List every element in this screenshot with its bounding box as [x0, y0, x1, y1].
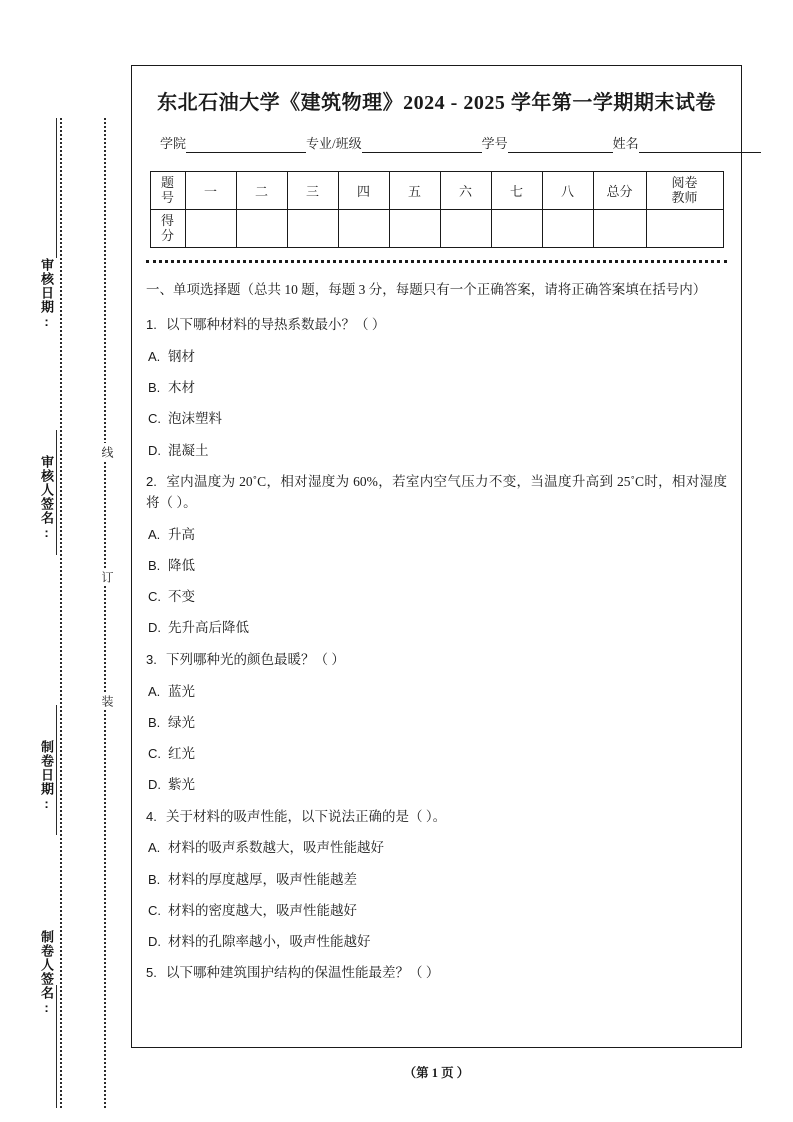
student-id-label: 学号: [481, 136, 508, 151]
question-1-option-c-text: 泡沫塑料: [168, 411, 222, 427]
question-4: [146, 807, 727, 828]
seal-dotted-line-inner: [104, 118, 106, 1108]
question-3-option-b-text: 绿光: [168, 714, 195, 730]
question-no-char-2: 号: [160, 189, 174, 205]
score-cell-3[interactable]: [287, 210, 338, 248]
column-header-7: 七: [491, 172, 542, 210]
section-heading-1: 一、单项选择题（总共 10 题，每题 3 分，每题只有一个正确答案，请将正确答案填在括号内）: [146, 282, 707, 297]
grader-header-line-1: 阅卷: [671, 174, 698, 190]
question-3-text: 下列哪种光的颜色最暖？（ ）: [166, 651, 345, 667]
question-3-option-c-text: 红光: [168, 746, 195, 762]
score-table: [150, 171, 724, 248]
question-4-option-c-letter: C.: [148, 902, 161, 918]
exam-paper-content-box: [131, 65, 742, 1048]
score-cell-7[interactable]: [491, 210, 542, 248]
question-1-option-c-letter: C.: [148, 411, 161, 427]
seal-rule-4: [56, 985, 57, 1108]
seal-char-assemble: 装: [96, 692, 116, 710]
question-3-option-a-text: 蓝光: [168, 683, 195, 699]
question-2-option-c[interactable]: [146, 587, 727, 607]
make-date-label: 制卷日期:: [39, 740, 54, 812]
question-no-row-label: [150, 172, 185, 210]
question-1: [146, 315, 727, 336]
question-1-number: 1.: [146, 316, 157, 332]
question-3-number: 3.: [146, 651, 157, 667]
maker-signature-label: 制卷人签名:: [39, 930, 54, 1016]
seal-char-bind: 订: [96, 568, 116, 586]
question-4-text: 关于材料的吸声性能，以下说法正确的是（ ）。: [166, 808, 447, 824]
question-3-option-d[interactable]: [146, 775, 727, 795]
question-2-option-a-letter: A.: [148, 526, 161, 542]
question-5: [146, 963, 727, 984]
question-2-option-a[interactable]: [146, 525, 727, 545]
question-1-option-d-letter: D.: [148, 442, 161, 458]
seal-binding-margin: [0, 0, 131, 1122]
page-footer: （第 1 页 ）: [403, 1066, 470, 1080]
score-row-label: [150, 210, 185, 248]
score-cell-1[interactable]: [185, 210, 236, 248]
college-field[interactable]: [160, 133, 306, 153]
grader-header: [646, 172, 723, 210]
page-title: 东北石油大学《建筑物理》2024 - 2025 学年第一学期期末试卷: [157, 92, 716, 114]
question-2-number: 2.: [146, 473, 157, 489]
question-4-option-d[interactable]: [146, 932, 727, 952]
question-1-option-a-text: 钢材: [168, 348, 195, 364]
score-cell-5[interactable]: [389, 210, 440, 248]
question-1-option-d-text: 混凝土: [168, 442, 209, 458]
questions-body: [146, 279, 727, 984]
question-1-option-b-letter: B.: [148, 380, 161, 396]
score-cell-8[interactable]: [542, 210, 593, 248]
question-4-option-a-letter: A.: [148, 840, 161, 856]
student-info-line: [160, 133, 723, 153]
question-2-option-d-text: 先升高后降低: [168, 620, 249, 636]
question-3-option-d-text: 紫光: [168, 777, 195, 793]
question-1-option-a[interactable]: [146, 347, 727, 367]
total-score-cell[interactable]: [593, 210, 646, 248]
grader-header-line-2: 教师: [671, 189, 698, 205]
question-3-option-a[interactable]: [146, 682, 727, 702]
review-date-label: 审核日期:: [39, 258, 54, 330]
question-3-option-b-letter: B.: [148, 714, 161, 730]
column-header-6: 六: [440, 172, 491, 210]
question-2-option-c-text: 不变: [168, 589, 195, 605]
question-5-number: 5.: [146, 965, 157, 981]
college-input[interactable]: [186, 138, 306, 153]
question-1-option-c[interactable]: [146, 409, 727, 429]
major-class-field[interactable]: [306, 133, 482, 153]
dotted-separator: [146, 260, 727, 263]
score-cell-6[interactable]: [440, 210, 491, 248]
question-2-option-b-letter: B.: [148, 557, 161, 573]
college-label: 学院: [160, 136, 187, 151]
total-score-header: 总分: [593, 172, 646, 210]
score-cell-2[interactable]: [236, 210, 287, 248]
question-3-option-d-letter: D.: [148, 777, 161, 793]
question-4-option-a-text: 材料的吸声系数越大，吸声性能越好: [168, 840, 384, 856]
seal-dotted-line-outer: [60, 118, 62, 1108]
question-4-option-c[interactable]: [146, 901, 727, 921]
column-header-2: 二: [236, 172, 287, 210]
question-2-option-c-letter: C.: [148, 589, 161, 605]
score-cell-4[interactable]: [338, 210, 389, 248]
seal-rule-2: [56, 430, 57, 555]
score-char-1: 得: [160, 212, 174, 228]
question-3-option-a-letter: A.: [148, 683, 161, 699]
question-3: [146, 650, 727, 671]
question-2-option-a-text: 升高: [168, 526, 195, 542]
question-1-option-d[interactable]: [146, 441, 727, 461]
question-3-option-c[interactable]: [146, 744, 727, 764]
student-id-field[interactable]: [482, 133, 613, 153]
question-2: [146, 472, 727, 514]
name-input[interactable]: [639, 138, 761, 153]
table-row-score: [150, 210, 723, 248]
question-1-option-b[interactable]: [146, 378, 727, 398]
seal-rule-3: [56, 705, 57, 835]
question-3-option-c-letter: C.: [148, 746, 161, 762]
column-header-1: 一: [185, 172, 236, 210]
score-char-2: 分: [160, 227, 174, 243]
question-5-text: 以下哪种建筑围护结构的保温性能最差？（ ）: [166, 965, 440, 981]
question-4-option-c-text: 材料的密度越大，吸声性能越好: [168, 902, 357, 918]
major-class-label: 专业/班级: [306, 136, 362, 151]
column-header-4: 四: [338, 172, 389, 210]
question-1-option-a-letter: A.: [148, 348, 161, 364]
name-field[interactable]: [613, 133, 761, 153]
student-id-input[interactable]: [508, 138, 613, 153]
question-1-text: 以下哪种材料的导热系数最小？（ ）: [166, 316, 386, 332]
question-2-text: 室内温度为 20˚C，相对湿度为 60%，若室内空气压力不变，当温度升高到 25˚C时，相对湿度将（ ）。: [146, 473, 727, 510]
seal-char-line: 线: [96, 443, 116, 461]
column-header-3: 三: [287, 172, 338, 210]
question-4-number: 4.: [146, 808, 157, 824]
question-2-option-d[interactable]: [146, 618, 727, 638]
seal-rule-1: [56, 118, 57, 258]
question-4-option-d-letter: D.: [148, 934, 161, 950]
name-label: 姓名: [612, 136, 639, 151]
question-3-option-b[interactable]: [146, 713, 727, 733]
question-4-option-b[interactable]: [146, 870, 727, 890]
question-2-option-d-letter: D.: [148, 620, 161, 636]
column-header-5: 五: [389, 172, 440, 210]
table-row-question-no: [150, 172, 723, 210]
question-2-option-b[interactable]: [146, 556, 727, 576]
major-class-input[interactable]: [362, 138, 482, 153]
column-header-8: 八: [542, 172, 593, 210]
question-2-option-b-text: 降低: [168, 557, 195, 573]
question-4-option-b-letter: B.: [148, 871, 161, 887]
grader-cell[interactable]: [646, 210, 723, 248]
question-4-option-d-text: 材料的孔隙率越小，吸声性能越好: [168, 934, 371, 950]
question-4-option-b-text: 材料的厚度越厚，吸声性能越差: [168, 871, 357, 887]
reviewer-signature-label: 审核人签名:: [39, 455, 54, 541]
question-no-char-1: 题: [160, 174, 174, 190]
question-1-option-b-text: 木材: [168, 380, 195, 396]
question-4-option-a[interactable]: [146, 838, 727, 858]
